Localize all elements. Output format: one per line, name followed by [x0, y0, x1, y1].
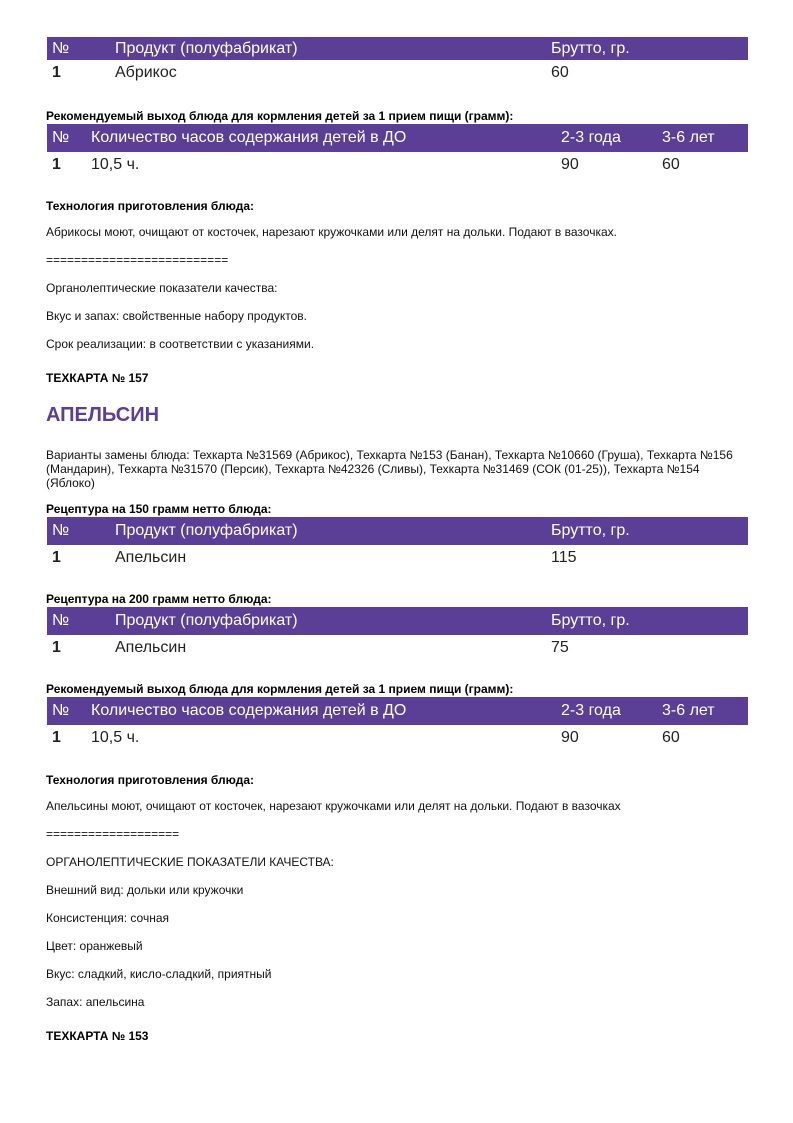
header-product: Продукт (полуфабрикат)	[115, 522, 298, 539]
techcard-157-heading: ТЕХКАРТА № 157	[46, 371, 149, 385]
table-row	[47, 60, 748, 87]
header-gross: Брутто, гр.	[551, 40, 630, 57]
table-row	[47, 152, 748, 179]
orange-recipe200-label: Рецептура на 200 грамм нетто блюда:	[46, 592, 272, 606]
row-age-3-6: 60	[662, 729, 680, 746]
orange-appearance: Внешний вид: дольки или кружочки	[46, 883, 244, 897]
apricot-recipe-table	[47, 37, 748, 87]
orange-yield-label: Рекомендуемый выход блюда для кормления детей за 1 прием пищи (грамм):	[46, 682, 514, 696]
orange-recipe150-label: Рецептура на 150 грамм нетто блюда:	[46, 502, 272, 516]
apricot-yield-table	[47, 124, 748, 179]
header-hours: Количество часов содержания детей в ДО	[91, 702, 407, 719]
row-age-2-3: 90	[561, 729, 579, 746]
table-header	[47, 697, 748, 725]
table-row	[47, 725, 748, 752]
apricot-separator: ==========================	[46, 253, 229, 267]
orange-recipe150-table	[47, 517, 748, 572]
header-age-2-3: 2-3 года	[561, 702, 621, 719]
row-hours: 10,5 ч.	[91, 156, 140, 173]
apricot-tech-text: Абрикосы моют, очищают от косточек, нарезают кружочками или делят на дольки. Подают в вазочках.	[46, 225, 617, 239]
table-header	[47, 37, 748, 60]
orange-tech-label: Технология приготовления блюда:	[46, 773, 255, 787]
row-num: 1	[52, 639, 61, 656]
header-gross: Брутто, гр.	[551, 612, 630, 629]
apricot-tech-label: Технология приготовления блюда:	[46, 199, 255, 213]
row-gross: 75	[551, 639, 569, 656]
apricot-yield-label: Рекомендуемый выход блюда для кормления детей за 1 прием пищи (грамм):	[46, 109, 514, 123]
table-header	[47, 517, 748, 545]
orange-quality-title: ОРГАНОЛЕПТИЧЕСКИЕ ПОКАЗАТЕЛИ КАЧЕСТВА:	[46, 855, 334, 869]
header-num: №	[52, 522, 70, 539]
row-gross: 60	[551, 64, 569, 81]
header-gross: Брутто, гр.	[551, 522, 630, 539]
row-num: 1	[52, 156, 61, 173]
table-row	[47, 635, 748, 662]
orange-color: Цвет: оранжевый	[46, 939, 143, 953]
header-age-3-6: 3-6 лет	[662, 702, 715, 719]
table-row	[47, 545, 748, 572]
header-num: №	[52, 40, 70, 57]
header-num: №	[52, 612, 70, 629]
row-product: Апельсин	[115, 639, 187, 656]
row-gross: 115	[551, 549, 577, 566]
orange-recipe200-table	[47, 607, 748, 662]
apricot-taste: Вкус и запах: свойственные набору продуктов.	[46, 309, 307, 323]
techcard-153-heading: ТЕХКАРТА № 153	[46, 1029, 149, 1043]
header-product: Продукт (полуфабрикат)	[115, 612, 298, 629]
apricot-shelf-life: Срок реализации: в соответствии с указаниями.	[46, 337, 315, 351]
orange-replacements: Варианты замены блюда: Техкарта №31569 (Абрикос), Техкарта №153 (Банан), Техкарта №10660 (Груша), Техкарта №156 (Мандарин), Техкарта №31570 (Персик), Техкарта №42326 (Сливы), Техкарта №31469 (СОК (01-25)), Техкарта №154 (Яблоко)	[46, 448, 733, 490]
header-num: №	[52, 702, 70, 719]
orange-smell: Запах: апельсина	[46, 995, 145, 1009]
header-num: №	[52, 129, 70, 146]
orange-separator: ===================	[46, 827, 180, 841]
apricot-quality-title: Органолептические показатели качества:	[46, 281, 278, 295]
row-age-3-6: 60	[662, 156, 680, 173]
orange-yield-table	[47, 697, 748, 752]
orange-tech-text: Апельсины моют, очищают от косточек, нарезают кружочками или делят на дольки. Подают в вазочках	[46, 799, 621, 813]
header-hours: Количество часов содержания детей в ДО	[91, 129, 407, 146]
orange-title: АПЕЛЬСИН	[46, 404, 160, 426]
row-hours: 10,5 ч.	[91, 729, 140, 746]
row-num: 1	[52, 549, 61, 566]
table-header	[47, 124, 748, 152]
row-product: Абрикос	[115, 64, 177, 81]
row-product: Апельсин	[115, 549, 187, 566]
header-age-2-3: 2-3 года	[561, 129, 621, 146]
row-age-2-3: 90	[561, 156, 579, 173]
table-header	[47, 607, 748, 635]
row-num: 1	[52, 64, 61, 81]
header-product: Продукт (полуфабрикат)	[115, 40, 298, 57]
orange-taste: Вкус: сладкий, кисло-сладкий, приятный	[46, 967, 272, 981]
header-age-3-6: 3-6 лет	[662, 129, 715, 146]
row-num: 1	[52, 729, 61, 746]
orange-consistency: Консистенция: сочная	[46, 911, 169, 925]
